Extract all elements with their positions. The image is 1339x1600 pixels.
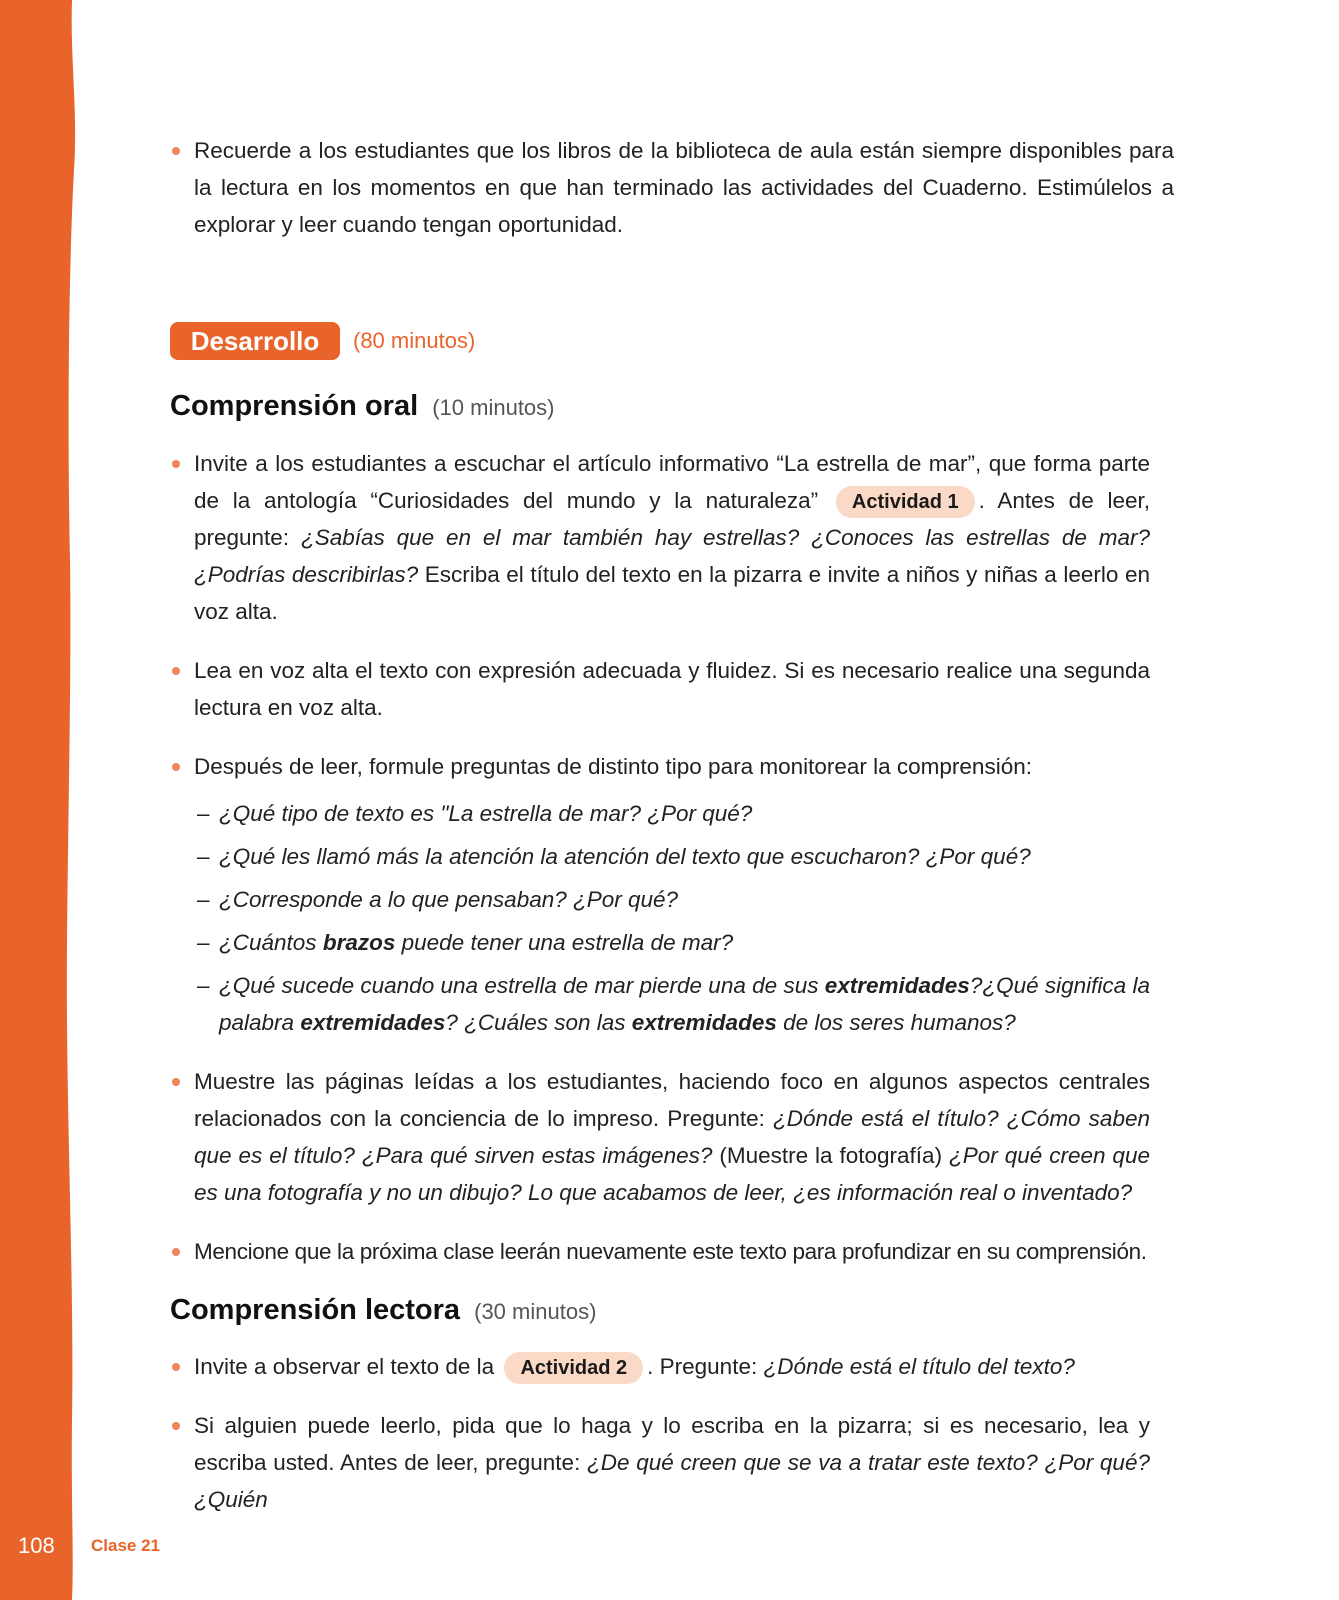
side-band	[0, 0, 80, 1600]
list-item: Invite a los estudiantes a escuchar el artículo informativo “La estrella de mar”, que forma parte de la antología “Curiosidades del mundo y la naturaleza” Actividad 1 . Antes de leer, pregunte: ¿Sabías que en el mar también hay estrellas? ¿Conoces las estrellas de mar? ¿Podrías describirlas? Escriba el título del texto en la pizarra e invite a niños y niñas a leerlo en voz alta.	[170, 445, 1150, 630]
section-duration-lectora: (30 minutos)	[474, 1299, 597, 1324]
sub-question: – ¿Corresponde a lo que pensaban? ¿Por qué?	[170, 881, 1150, 918]
section-duration-oral: (10 minutos)	[432, 395, 555, 420]
desarrollo-pill: Desarrollo	[170, 322, 340, 360]
section-title-lectora: Comprensión lectora (30 minutos)	[170, 1294, 597, 1326]
oral-list	[170, 445, 1150, 1270]
class-label: Clase 21	[91, 1536, 160, 1555]
intro-paragraph: Recuerde a los estudiantes que los libros de la biblioteca de aula están siempre disponibles para la lectura en los momentos en que han terminado las actividades del Cuaderno. Estimúlelos a explorar y leer cuando tengan oportunidad.	[170, 132, 1174, 243]
list-item: Después de leer, formule preguntas de distinto tipo para monitorear la comprensión:	[170, 748, 1150, 785]
lectora-list	[170, 1348, 1150, 1518]
list-item: Muestre las páginas leídas a los estudiantes, haciendo foco en algunos aspectos centrales relacionados con la conciencia de lo impreso. Pregunte: ¿Dónde está el título? ¿Cómo saben que es el título? ¿Para qué sirven estas imágenes? (Muestre la fotografía) ¿Por qué creen que es una fotografía y no un dibujo? Lo que acabamos de leer, ¿es información real o inventado?	[170, 1063, 1150, 1211]
list-item: Lea en voz alta el texto con expresión adecuada y fluidez. Si es necesario realice una segunda lectura en voz alta.	[170, 652, 1150, 726]
sub-question: – ¿Qué tipo de texto es "La estrella de mar? ¿Por qué?	[170, 795, 1150, 832]
list-item: Mencione que la próxima clase leerán nuevamente este texto para profundizar en su comprensión.	[170, 1233, 1150, 1270]
desarrollo-duration: (80 minutos)	[353, 328, 476, 353]
activity-badge: Actividad 2	[504, 1352, 643, 1384]
section-title-oral: Comprensión oral (10 minutos)	[170, 390, 555, 422]
list-item: Invite a observar el texto de la Actividad 2 . Pregunte: ¿Dónde está el título del texto?	[170, 1348, 1150, 1385]
list-item: Si alguien puede leerlo, pida que lo haga y lo escriba en la pizarra; si es necesario, lea y escriba usted. Antes de leer, pregunte: ¿De qué creen que se va a tratar este texto? ¿Por qué? ¿Quién	[170, 1407, 1150, 1518]
sub-question: – ¿Cuántos brazos puede tener una estrella de mar?	[170, 924, 1150, 961]
activity-badge: Actividad 1	[836, 486, 975, 518]
page-number: 108	[18, 1533, 55, 1558]
sub-question: – ¿Qué les llamó más la atención la atención del texto que escucharon? ¿Por qué?	[170, 838, 1150, 875]
sub-question: – ¿Qué sucede cuando una estrella de mar pierde una de sus extremidades?¿Qué significa la palabra extremidades? ¿Cuáles son las extremidades de los seres humanos?	[170, 967, 1150, 1041]
